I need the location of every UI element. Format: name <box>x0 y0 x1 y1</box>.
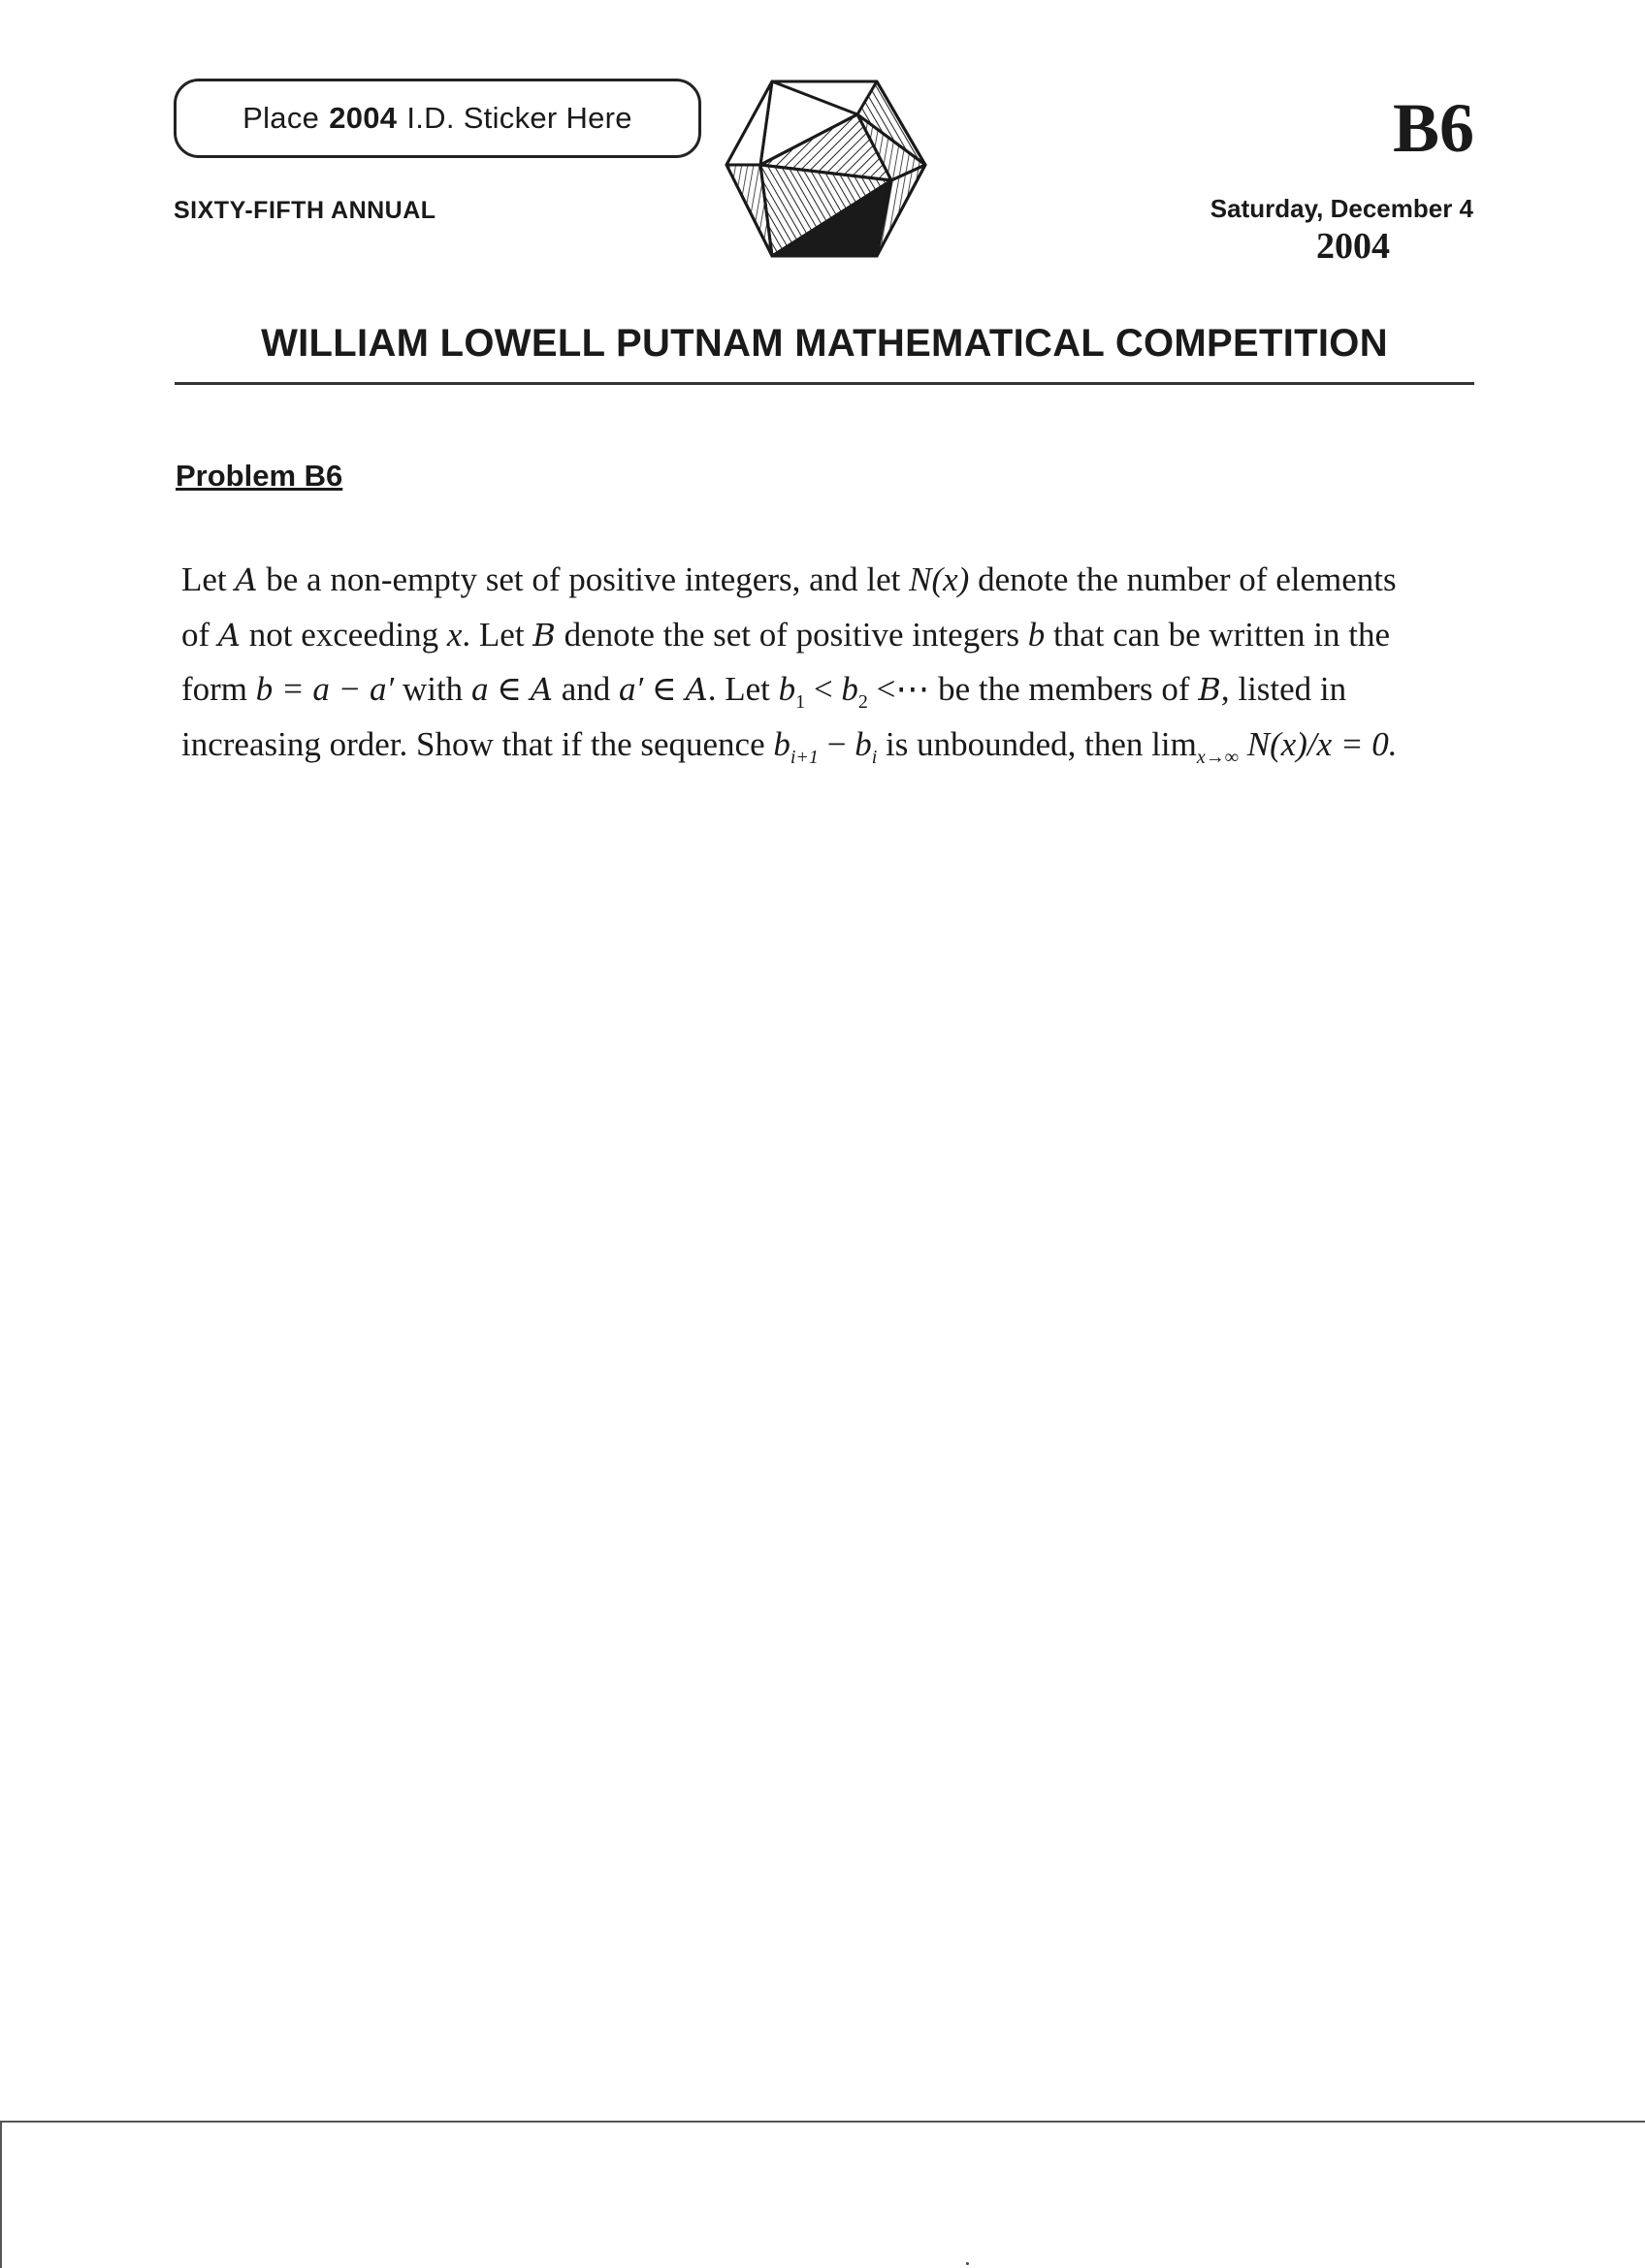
limit-expression: N(x)/x = 0. <box>1238 724 1398 763</box>
header-divider <box>175 382 1474 385</box>
problem-heading: Problem B6 <box>176 459 343 493</box>
b1-subscript: 1 <box>795 691 806 713</box>
problem-text-11: be the members of <box>929 670 1199 708</box>
problem-text-5: . Let <box>462 615 533 654</box>
problem-text-4: not exceeding <box>241 615 447 654</box>
problem-text-7: that can be written in the form <box>181 615 1390 708</box>
exam-date: Saturday, December 4 <box>1210 194 1473 223</box>
variable-b: b <box>1027 615 1046 654</box>
b2-symbol: b <box>841 670 858 708</box>
b1-symbol: b <box>778 670 796 708</box>
set-b-symbol: B <box>1198 671 1221 708</box>
problem-text-6: denote the set of positive integers <box>555 615 1028 654</box>
problem-text-9: and <box>552 670 620 708</box>
scan-edge-left <box>0 2121 2 2268</box>
problem-statement <box>181 553 1433 771</box>
limit-operator: lim <box>1151 724 1197 763</box>
bi-symbol: b <box>855 724 872 763</box>
problem-text-8: with <box>394 670 471 708</box>
problem-text-10: . Let <box>707 670 779 708</box>
set-a-symbol: A <box>685 671 708 708</box>
problem-text-3: denote the number of elements of <box>181 560 1397 654</box>
problem-text-2: be a non-empty set of positive integers, and let <box>257 560 910 598</box>
competition-title: WILLIAM LOWELL PUTNAM MATHEMATICAL COMPETITION <box>261 322 1388 365</box>
sticker-label-suffix: I.D. Sticker Here <box>406 101 632 135</box>
bi-subscript: i <box>871 746 878 768</box>
b2-subscript: 2 <box>857 691 868 713</box>
difference-equation: b = a − a′ <box>255 670 395 708</box>
counting-function: N(x) <box>909 560 970 598</box>
sticker-year: 2004 <box>329 101 398 135</box>
annual-label: SIXTY-FIFTH ANNUAL <box>174 197 436 224</box>
id-sticker-placeholder <box>174 79 701 158</box>
hatched-icosahedron-icon <box>722 76 929 260</box>
bi1-symbol: b <box>773 724 790 763</box>
problem-text-13: is unbounded, then <box>877 724 1152 763</box>
less-than-2: <⋯ <box>867 670 930 708</box>
problem-text-12: , listed in increasing order. Show that if the sequence <box>181 670 1347 763</box>
less-than-1: < <box>805 670 842 708</box>
scan-speck <box>966 2262 969 2265</box>
set-a-symbol: A <box>217 616 242 654</box>
exam-year: 2004 <box>1316 226 1390 267</box>
sticker-label-prefix: Place <box>242 101 320 135</box>
set-a-symbol: A <box>530 671 553 708</box>
bi1-subscript: i+1 <box>790 746 819 768</box>
problem-text-1: Let <box>181 560 236 598</box>
membership-a: a ∈ <box>470 670 531 708</box>
set-b-symbol: B <box>532 616 556 654</box>
exam-code: B6 <box>1392 89 1474 167</box>
minus-sign: − <box>818 724 855 763</box>
limit-subscript: x→∞ <box>1196 746 1239 768</box>
set-a-symbol: A <box>235 561 258 598</box>
scan-edge-line <box>0 2121 1645 2123</box>
variable-x: x <box>446 615 463 654</box>
membership-a-prime: a′ ∈ <box>619 670 686 708</box>
